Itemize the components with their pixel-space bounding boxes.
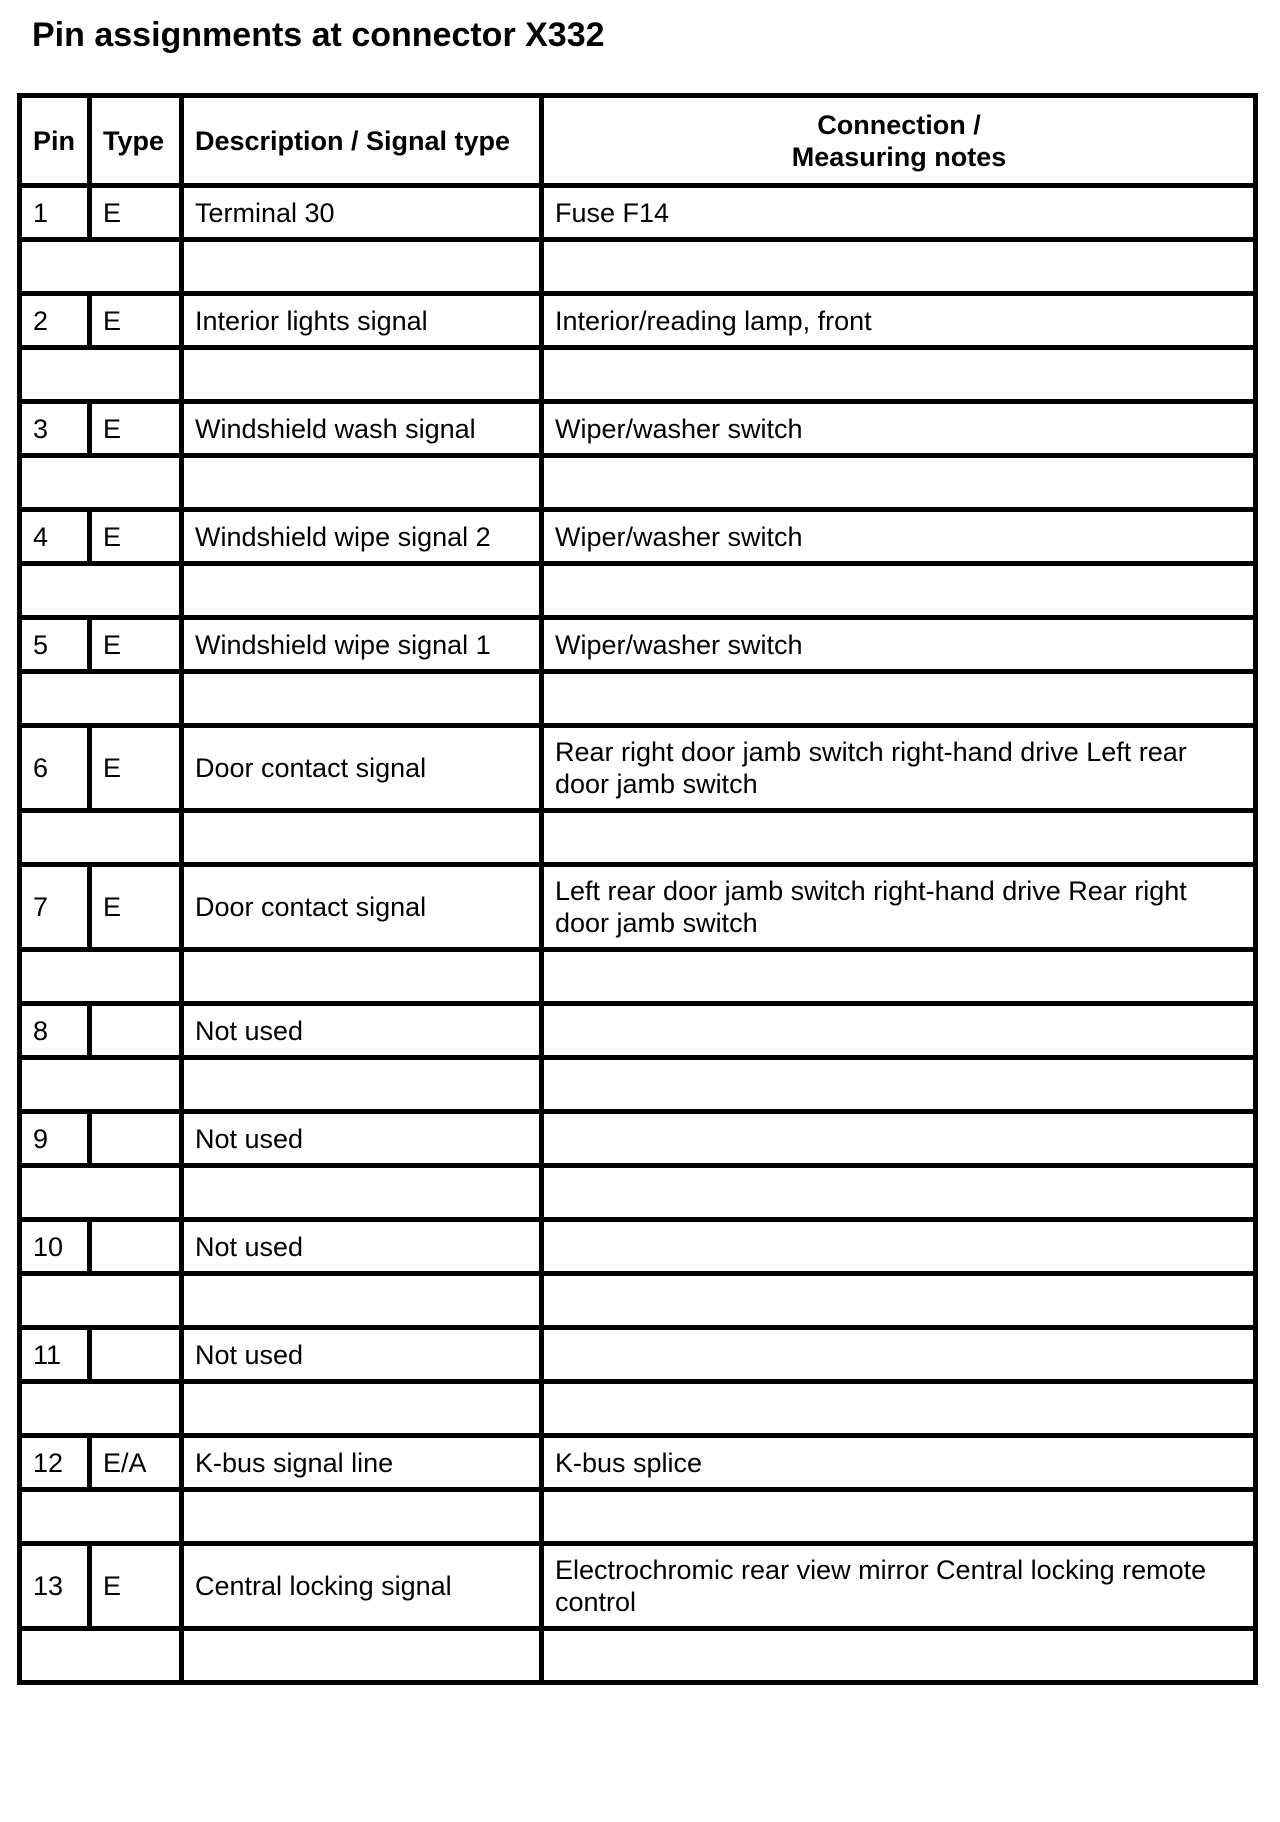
spacer-cell (542, 950, 1256, 1004)
spacer-cell (182, 456, 542, 510)
table-row (20, 1220, 1256, 1274)
spacer-cell (20, 672, 182, 726)
cell-description: Not used (182, 1328, 542, 1382)
cell-pin: 9 (20, 1112, 90, 1166)
cell-description: Door contact signal (182, 726, 542, 811)
table-row (20, 865, 1256, 950)
spacer-cell (542, 564, 1256, 618)
spacer-row (20, 564, 1256, 618)
cell-pin: 1 (20, 186, 90, 240)
column-header-description: Description / Signal type (182, 96, 542, 186)
spacer-row (20, 456, 1256, 510)
spacer-cell (542, 1629, 1256, 1683)
table-row (20, 1004, 1256, 1058)
cell-pin: 3 (20, 402, 90, 456)
spacer-cell (20, 240, 182, 294)
spacer-cell (20, 1490, 182, 1544)
cell-type: E (90, 618, 182, 672)
spacer-cell (20, 564, 182, 618)
spacer-cell (182, 1629, 542, 1683)
spacer-cell (182, 564, 542, 618)
spacer-cell (20, 950, 182, 1004)
cell-connection (542, 1112, 1256, 1166)
column-header-pin: Pin (20, 96, 90, 186)
cell-connection: Interior/reading lamp, front (542, 294, 1256, 348)
cell-pin: 13 (20, 1544, 90, 1629)
cell-connection (542, 1328, 1256, 1382)
spacer-row (20, 1490, 1256, 1544)
spacer-cell (542, 1058, 1256, 1112)
cell-pin: 8 (20, 1004, 90, 1058)
spacer-cell (542, 348, 1256, 402)
spacer-cell (182, 1274, 542, 1328)
cell-type (90, 1004, 182, 1058)
cell-description: Not used (182, 1004, 542, 1058)
spacer-cell (182, 1490, 542, 1544)
spacer-cell (20, 1058, 182, 1112)
table-row (20, 726, 1256, 811)
spacer-cell (542, 1382, 1256, 1436)
table-row (20, 510, 1256, 564)
spacer-cell (542, 672, 1256, 726)
column-header-connection-line1: Connection / (817, 109, 981, 140)
cell-description: Windshield wash signal (182, 402, 542, 456)
spacer-row (20, 672, 1256, 726)
cell-type: E (90, 510, 182, 564)
spacer-cell (182, 1058, 542, 1112)
spacer-cell (182, 672, 542, 726)
spacer-cell (182, 348, 542, 402)
spacer-cell (542, 240, 1256, 294)
table-row (20, 618, 1256, 672)
spacer-cell (182, 1166, 542, 1220)
spacer-row (20, 1058, 1256, 1112)
spacer-cell (20, 1382, 182, 1436)
table-header-row (20, 96, 1256, 186)
spacer-cell (542, 811, 1256, 865)
spacer-row (20, 1382, 1256, 1436)
cell-description: K-bus signal line (182, 1436, 542, 1490)
column-header-type: Type (90, 96, 182, 186)
cell-type: E (90, 865, 182, 950)
table-row (20, 402, 1256, 456)
column-header-connection-line2: Measuring notes (791, 141, 1007, 172)
cell-type: E (90, 726, 182, 811)
cell-description: Central locking signal (182, 1544, 542, 1629)
cell-description: Not used (182, 1220, 542, 1274)
cell-description: Interior lights signal (182, 294, 542, 348)
table-body (20, 186, 1256, 1683)
cell-type: E (90, 294, 182, 348)
cell-pin: 6 (20, 726, 90, 811)
cell-description: Door contact signal (182, 865, 542, 950)
spacer-cell (182, 811, 542, 865)
spacer-row (20, 240, 1256, 294)
spacer-row (20, 348, 1256, 402)
cell-type: E (90, 402, 182, 456)
cell-type: E (90, 186, 182, 240)
cell-connection (542, 1004, 1256, 1058)
spacer-cell (20, 1629, 182, 1683)
cell-type: E/A (90, 1436, 182, 1490)
table-row (20, 186, 1256, 240)
spacer-cell (542, 456, 1256, 510)
table-row (20, 1544, 1256, 1629)
spacer-cell (20, 811, 182, 865)
spacer-row (20, 1629, 1256, 1683)
cell-connection: Electrochromic rear view mirror Central locking remote control (542, 1544, 1256, 1629)
cell-connection: Wiper/washer switch (542, 510, 1256, 564)
cell-pin: 2 (20, 294, 90, 348)
spacer-row (20, 1274, 1256, 1328)
cell-connection (542, 1220, 1256, 1274)
spacer-row (20, 950, 1256, 1004)
page-title: Pin assignments at connector X332 (32, 16, 605, 54)
cell-connection: K-bus splice (542, 1436, 1256, 1490)
spacer-cell (542, 1490, 1256, 1544)
cell-description: Windshield wipe signal 1 (182, 618, 542, 672)
cell-connection: Left rear door jamb switch right-hand drive Rear right door jamb switch (542, 865, 1256, 950)
spacer-row (20, 1166, 1256, 1220)
table-row (20, 1112, 1256, 1166)
cell-connection: Wiper/washer switch (542, 402, 1256, 456)
cell-pin: 11 (20, 1328, 90, 1382)
spacer-cell (182, 950, 542, 1004)
cell-description: Terminal 30 (182, 186, 542, 240)
spacer-cell (20, 1166, 182, 1220)
cell-description: Windshield wipe signal 2 (182, 510, 542, 564)
column-header-connection (542, 96, 1256, 186)
spacer-cell (20, 456, 182, 510)
table-row (20, 1328, 1256, 1382)
cell-pin: 10 (20, 1220, 90, 1274)
cell-connection: Rear right door jamb switch right-hand drive Left rear door jamb switch (542, 726, 1256, 811)
table-row (20, 294, 1256, 348)
cell-pin: 7 (20, 865, 90, 950)
cell-type: E (90, 1544, 182, 1629)
spacer-cell (542, 1166, 1256, 1220)
spacer-cell (182, 1382, 542, 1436)
cell-pin: 4 (20, 510, 90, 564)
cell-type (90, 1328, 182, 1382)
spacer-cell (20, 348, 182, 402)
cell-type (90, 1112, 182, 1166)
cell-description: Not used (182, 1112, 542, 1166)
cell-pin: 5 (20, 618, 90, 672)
spacer-cell (182, 240, 542, 294)
cell-type (90, 1220, 182, 1274)
cell-connection: Wiper/washer switch (542, 618, 1256, 672)
spacer-row (20, 811, 1256, 865)
spacer-cell (542, 1274, 1256, 1328)
pin-assignment-table (17, 93, 1258, 1685)
spacer-cell (20, 1274, 182, 1328)
table-row (20, 1436, 1256, 1490)
cell-connection: Fuse F14 (542, 186, 1256, 240)
cell-pin: 12 (20, 1436, 90, 1490)
